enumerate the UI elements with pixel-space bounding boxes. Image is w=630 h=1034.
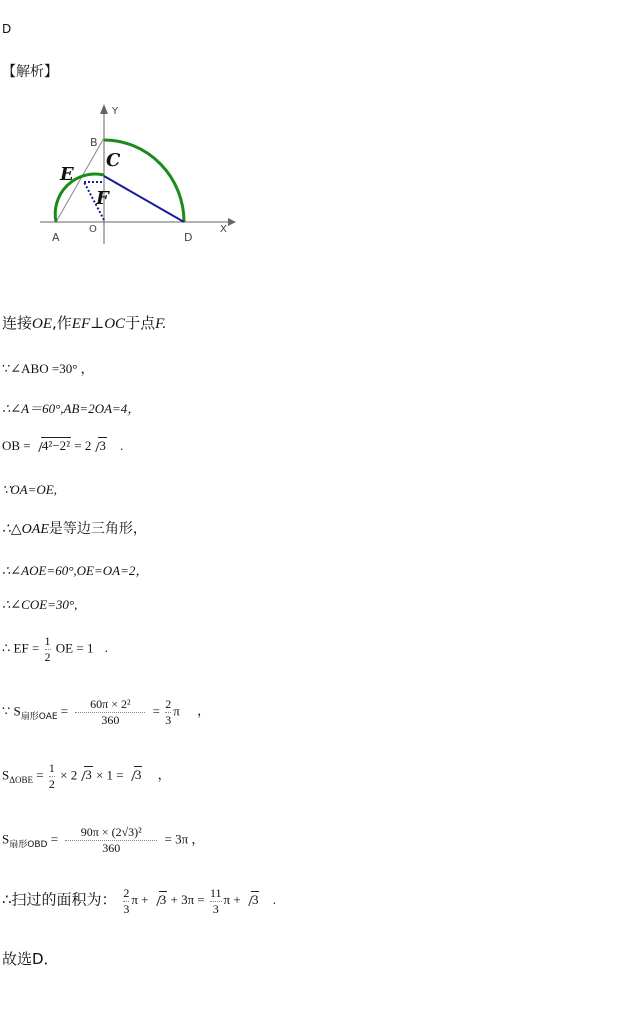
sqrt-symbol: [127, 767, 143, 783]
fraction-denominator: 2: [44, 650, 51, 664]
line-13-m2: + 3π =: [170, 892, 205, 908]
fraction-numerator: 1: [44, 634, 51, 648]
line-11-lhs: S: [2, 767, 10, 783]
label-y: Y: [112, 106, 119, 117]
line-12-lhs: S: [2, 831, 10, 847]
fraction-denominator: 2: [48, 777, 55, 791]
line-6-triangle: ∴△OAE: [2, 522, 49, 537]
fraction-numerator: 60π × 2²: [90, 697, 131, 711]
solution-line-5: ∵OA=OE,: [2, 482, 57, 497]
fraction: [123, 887, 129, 916]
label-b: B: [90, 136, 98, 149]
line-11-subscript: ΔOBE: [9, 775, 34, 786]
line-10-eq2: =: [152, 703, 160, 719]
fraction-numerator: 1: [48, 761, 55, 775]
line-4-rhs: = 2: [74, 438, 92, 453]
label-x: X: [220, 224, 227, 235]
line-12-rhs: = 3π ，: [164, 831, 205, 847]
line-6-text: 是等边三角形，: [48, 521, 147, 537]
line-9-lhs: ∴ EF =: [2, 640, 40, 656]
line-11-radicand-2: 3: [134, 767, 142, 783]
sqrt-symbol: [152, 892, 168, 908]
solution-line-2: ∵∠ABO =30° ，: [2, 361, 94, 376]
solution-line-13: [2, 887, 276, 916]
line-1-ef: EF⊥OC: [71, 316, 126, 332]
label-o: O: [89, 224, 97, 235]
line-13-m1: π +: [131, 892, 149, 908]
line-4-radicand: 4²−2²: [41, 438, 71, 453]
label-d: D: [184, 231, 193, 244]
solution-line-3: ∴∠A＝60°,AB=2OA=4，: [2, 401, 141, 416]
line-1-prefix: 连接: [2, 314, 33, 332]
fraction: [45, 635, 51, 664]
line-11-tail: ，: [157, 767, 171, 783]
solution-line-6: [2, 518, 147, 538]
fraction-numerator: 2: [165, 697, 172, 711]
line-10-eq: =: [60, 703, 69, 719]
fraction: [75, 698, 145, 727]
solution-line-7: ∴∠AOE=60°,OE=OA=2，: [2, 563, 149, 578]
solution-line-12: [2, 826, 204, 855]
fraction-numerator: 90π × (2√3)²: [80, 825, 142, 839]
solution-line-8: ∴∠COE=30°,: [2, 597, 78, 612]
label-f: F: [96, 188, 109, 209]
solution-line-4: [2, 438, 123, 454]
line-13-lead: ∴扫过的面积为：: [2, 890, 117, 909]
sqrt-symbol: [77, 767, 93, 783]
y-axis-arrow: [100, 104, 108, 114]
line-10-tail: ，: [197, 703, 211, 719]
line-9-tail: .: [104, 640, 108, 656]
sqrt-symbol: [34, 438, 71, 454]
line-12-eq: =: [50, 831, 59, 847]
sqrt-symbol: [91, 438, 107, 454]
line-10-lhs: ∵ S: [2, 703, 21, 719]
label-e: E: [60, 164, 74, 185]
fraction: [49, 762, 55, 791]
fraction: [165, 698, 171, 727]
solution-line-14: 故选D．: [2, 950, 59, 968]
line-11-mid2: × 1 =: [95, 767, 124, 783]
fraction-numerator: 2: [123, 886, 130, 900]
segment-cd: [104, 176, 184, 222]
solution-line-10: [2, 698, 210, 727]
line-9-rhs: OE = 1: [55, 640, 94, 656]
label-c: C: [106, 150, 121, 171]
solution-line-1: [2, 312, 166, 333]
fraction-denominator: 3: [212, 902, 219, 916]
line-13-radicand-2: 3: [251, 892, 259, 908]
solution-line-11: [2, 762, 171, 791]
solution-line-9: [2, 635, 108, 664]
geometry-figure: [40, 98, 240, 248]
line-1-suffix: 于点: [125, 314, 156, 332]
line-12-subscript: 扇形OBD: [9, 840, 48, 851]
fraction: [210, 887, 222, 916]
fraction-numerator: 11: [209, 886, 222, 900]
line-11-mid: × 2: [60, 767, 78, 783]
line-4-lhs: OB =: [2, 438, 31, 453]
fraction-denominator: 360: [102, 841, 121, 855]
line-13-radicand: 3: [159, 892, 167, 908]
label-a: A: [52, 231, 60, 244]
line-4-radicand-2: 3: [99, 438, 106, 453]
fraction-denominator: 3: [123, 902, 130, 916]
line-10-subscript: 扇形OAE: [20, 712, 58, 723]
line-13-m3: π +: [223, 892, 241, 908]
line-1-oe: OE: [32, 316, 53, 332]
line-11-eq: =: [36, 767, 44, 783]
analysis-heading: 【解析】: [2, 64, 58, 80]
x-axis-arrow: [228, 218, 236, 226]
line-13-tail: .: [272, 892, 276, 908]
line-1-f: F.: [155, 316, 167, 332]
answer-label: D: [2, 22, 12, 36]
sqrt-symbol: [244, 892, 260, 908]
fraction-denominator: 3: [165, 713, 172, 727]
fraction: [65, 826, 157, 855]
line-11-radicand: 3: [85, 767, 92, 783]
line-4-tail: .: [120, 438, 124, 453]
fraction-denominator: 360: [101, 713, 120, 727]
line-1-mid: ,作: [52, 314, 72, 332]
line-10-pi: π: [173, 703, 180, 719]
